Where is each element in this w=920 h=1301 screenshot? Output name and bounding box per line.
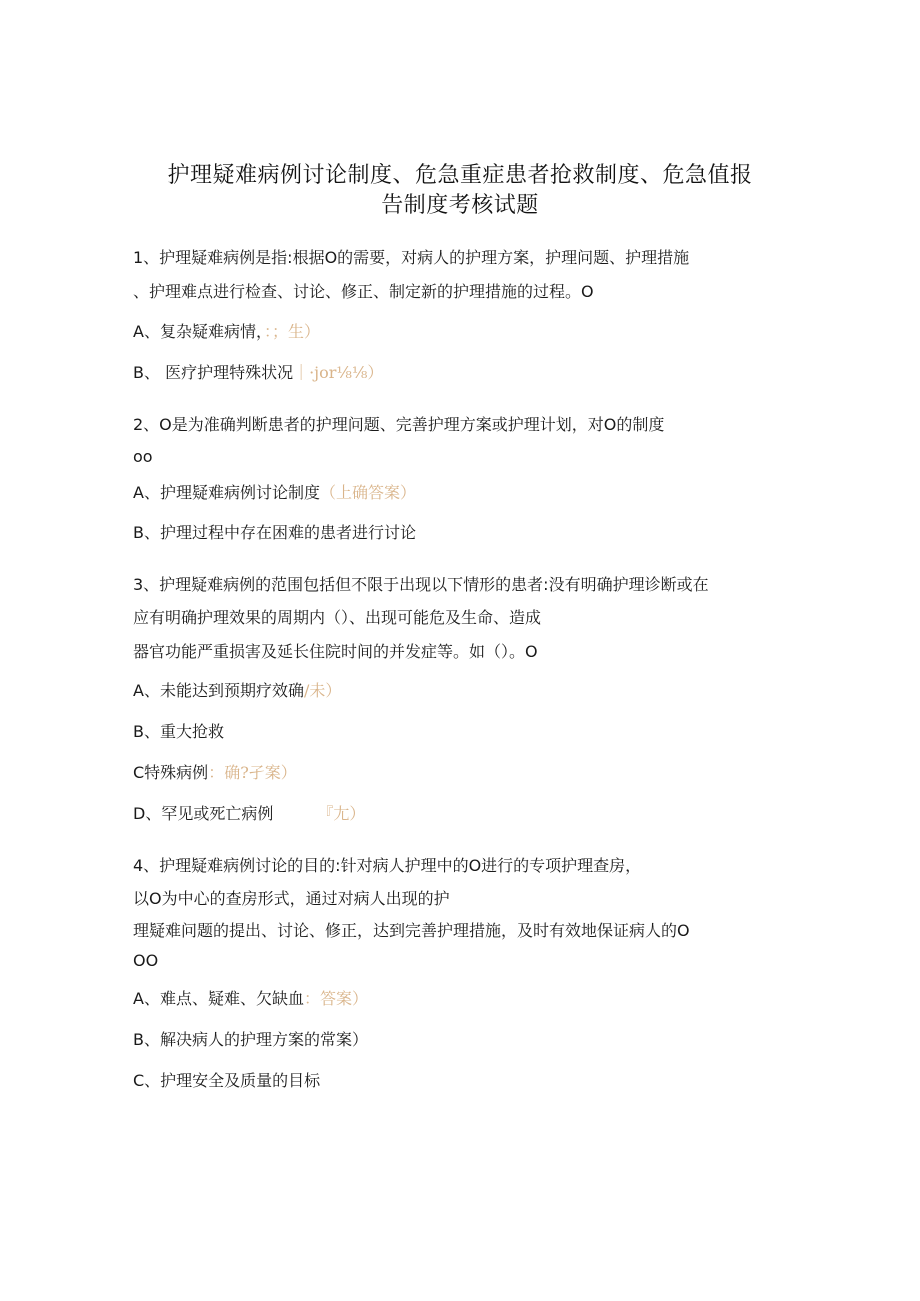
question-4-line-1: 4、护理疑难病例讨论的目的:针对病人护理中的O进行的专项护理查房， <box>133 856 642 875</box>
question-4-line-4: OO <box>133 951 159 970</box>
option-text: B、重大抢救 <box>133 722 224 741</box>
answer-mark: ：答案） <box>303 989 368 1008</box>
question-3-line-2: 应有明确护理效果的周期内（）、出现可能危及生命、造成 <box>133 608 542 627</box>
question-1-line-2: 、护理难点进行检查、讨论、修正、制定新的护理措施的过程。O <box>133 282 594 301</box>
question-3-option-a <box>133 680 341 702</box>
question-4-line-3: 理疑难问题的提出、讨论、修正，达到完善护理措施，及时有效地保证病人的O <box>133 921 690 940</box>
question-1-option-b <box>133 362 383 384</box>
option-text: A、护理疑难病例讨论制度 <box>133 483 320 502</box>
answer-mark: ｜·jor⅛⅛） <box>293 363 384 382</box>
option-text: A、未能达到预期疗效确 <box>133 681 304 700</box>
option-text: B、 医疗护理特殊状况 <box>133 363 294 382</box>
question-1-option-a <box>133 321 320 343</box>
answer-mark: ：确?孑案） <box>208 763 297 782</box>
question-2-line-1: 2、O是为准确判断患者的护理问题、完善护理方案或护理计划，对O的制度 <box>133 415 665 434</box>
question-4-option-b <box>133 1029 368 1051</box>
answer-mark: ：；生） <box>263 322 320 341</box>
document-title-line-1: 护理疑难病例讨论制度、危急重症患者抢救制度、危急值报 <box>167 163 753 188</box>
question-3-option-b <box>133 721 224 743</box>
question-2-option-a <box>133 482 416 504</box>
answer-mark: （上确答案） <box>319 483 416 502</box>
document-title-line-2: 告制度考核试题 <box>381 193 539 218</box>
question-3-option-c <box>133 762 297 784</box>
option-text: D、罕见或死亡病例 <box>133 804 274 823</box>
option-text: B、护理过程中存在困难的患者进行讨论 <box>133 523 416 542</box>
option-text: C特殊病例 <box>133 763 209 782</box>
answer-mark: 『尢） <box>317 804 366 823</box>
answer-mark: /未） <box>303 681 342 700</box>
option-text: B、解决病人的护理方案的常案） <box>133 1030 368 1049</box>
question-2-line-2: oo <box>133 447 153 466</box>
question-3-line-1: 3、护理疑难病例的范围包括但不限于出现以下情形的患者:没有明确护理诊断或在 <box>133 575 709 594</box>
option-text: C、护理安全及质量的目标 <box>133 1071 321 1090</box>
question-2-option-b <box>133 522 416 544</box>
option-text: A、难点、疑难、欠缺血 <box>133 989 304 1008</box>
question-1-line-1: 1、护理疑难病例是指:根据O的需要，对病人的护理方案，护理问题、护理措施 <box>133 248 690 267</box>
question-4-option-c <box>133 1070 320 1092</box>
option-text: A、复杂疑难病情， <box>133 322 264 341</box>
question-4-line-2: 以O为中心的查房形式，通过对病人出现的护 <box>133 889 450 908</box>
question-3-line-3: 器官功能严重损害及延长住院时间的并发症等。如（）。O <box>133 642 538 661</box>
question-3-option-d <box>133 803 365 825</box>
question-4-option-a <box>133 988 368 1010</box>
